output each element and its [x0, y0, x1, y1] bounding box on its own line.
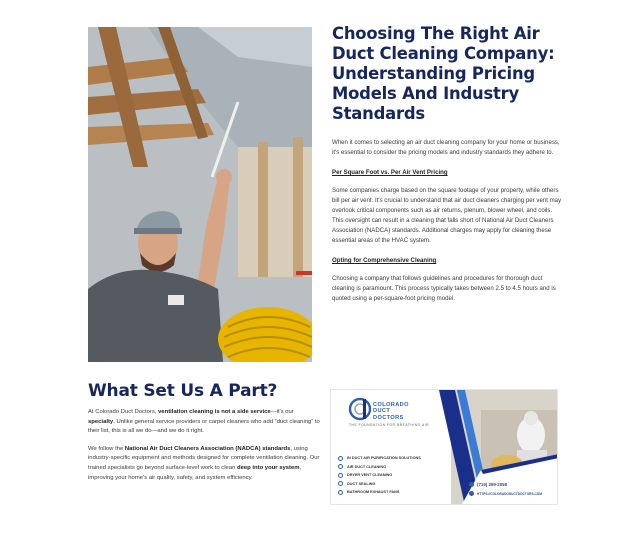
- website-url: HTTPS://COLORADODUCTDOCTORS.COM: [477, 491, 542, 496]
- company-logo-icon: [348, 397, 372, 421]
- apart-text: We follow the: [88, 445, 125, 452]
- brand-line: DUCT: [373, 408, 391, 415]
- promo-services-list: [338, 454, 421, 497]
- apart-bold-text: National Air Duct Cleaners Association (NADCA) standards: [124, 445, 291, 452]
- globe-icon: [469, 491, 474, 496]
- brand-line: DOCTORS: [373, 414, 404, 421]
- apart-section: [88, 380, 320, 483]
- promo-contact: [469, 480, 542, 498]
- article-intro: When it comes to selecting an air duct cleaning company for your home or business, it's essential to consider the pricing models and industry standards they adhere to.: [332, 139, 560, 156]
- apart-title: What Set Us A Part?: [88, 381, 278, 401]
- promo-tagline: THE FOUNDATION FOR BREATHING AIR: [349, 423, 430, 427]
- apart-bold-text: ventilation cleaning is not a side service: [158, 409, 271, 415]
- promo-brand: [373, 402, 409, 421]
- service-item: [338, 463, 421, 472]
- article-paragraph-pricing: Some companies charge based on the square footage of your property, while others bill per air vent. It's crucial to understand that air duct cleaners charging per vent may overlook critical components such as air returns, plenum, blower wheel, and coils. This oversight can result in a cleaning that falls short of National Air Duct Cleaners Association (NADCA) standards. Additional charges may apply for cleaning these essential areas of the HVAC system.: [332, 187, 562, 244]
- phone-icon: [469, 482, 474, 487]
- promo-flyer: [330, 389, 558, 505]
- apart-paragraph-2: [88, 445, 320, 483]
- service-bullet-icon: [338, 456, 343, 461]
- service-bullet-icon: [338, 473, 343, 478]
- apart-bold-text: deep into your system: [236, 464, 300, 471]
- service-item: [338, 480, 421, 489]
- service-bullet-icon: [338, 481, 343, 486]
- article-paragraph-comprehensive: Choosing a company that follows guidelines and procedures for thorough duct cleaning is paramount. This process typically takes between 2.5 to 4.5 hours and is quoted using a per-square-foot pricing model.: [332, 275, 556, 302]
- pricing-article: [332, 24, 564, 304]
- apart-text: —it's our: [270, 409, 294, 415]
- subheading-pricing: Per Square Foot vs. Per Air Vent Pricing: [332, 169, 448, 176]
- article-title: Choosing The Right Air Duct Cleaning Company: Understanding Pricing Models And Industry Standards: [332, 24, 555, 123]
- service-item: [338, 454, 421, 463]
- apart-text: At Colorado Duct Doctors,: [88, 409, 159, 415]
- technician-photo: [88, 27, 312, 362]
- apart-bold-text: specialty: [88, 418, 114, 425]
- apart-paragraph-1: [88, 408, 320, 437]
- service-bullet-icon: [338, 464, 343, 469]
- apart-text: . Unlike general service providers or carpet cleaners who add “duct cleaning” to their list, this is all we do—and we do it right.: [88, 418, 320, 435]
- service-label: DUCT SEALING: [347, 481, 376, 486]
- service-label: AIR DUCT CLEANING: [347, 464, 387, 469]
- service-label: BATHROOM EXHAUST FANS: [347, 490, 400, 495]
- promo-phone: [469, 480, 542, 489]
- brand-line: COLORADO: [373, 402, 409, 408]
- service-label: IN DUCT AIR PURIFICATION SOLUTIONS: [347, 456, 421, 461]
- service-label: DRYER VENT CLEANING: [347, 473, 393, 478]
- service-item: [338, 488, 421, 497]
- subheading-comprehensive: Opting for Comprehensive Cleaning: [332, 257, 437, 264]
- apart-text: , using industry-specific equipment and methods designed for complete ventilation cleaning. Our trained specialists go beyond surface-level work to clean: [88, 445, 320, 471]
- apart-text: , improving your home's air quality, safety, and system efficiency.: [88, 464, 302, 481]
- service-item: [338, 471, 421, 480]
- promo-website: [469, 489, 542, 498]
- phone-number: (719) 299-2058: [477, 482, 508, 487]
- service-bullet-icon: [338, 490, 343, 495]
